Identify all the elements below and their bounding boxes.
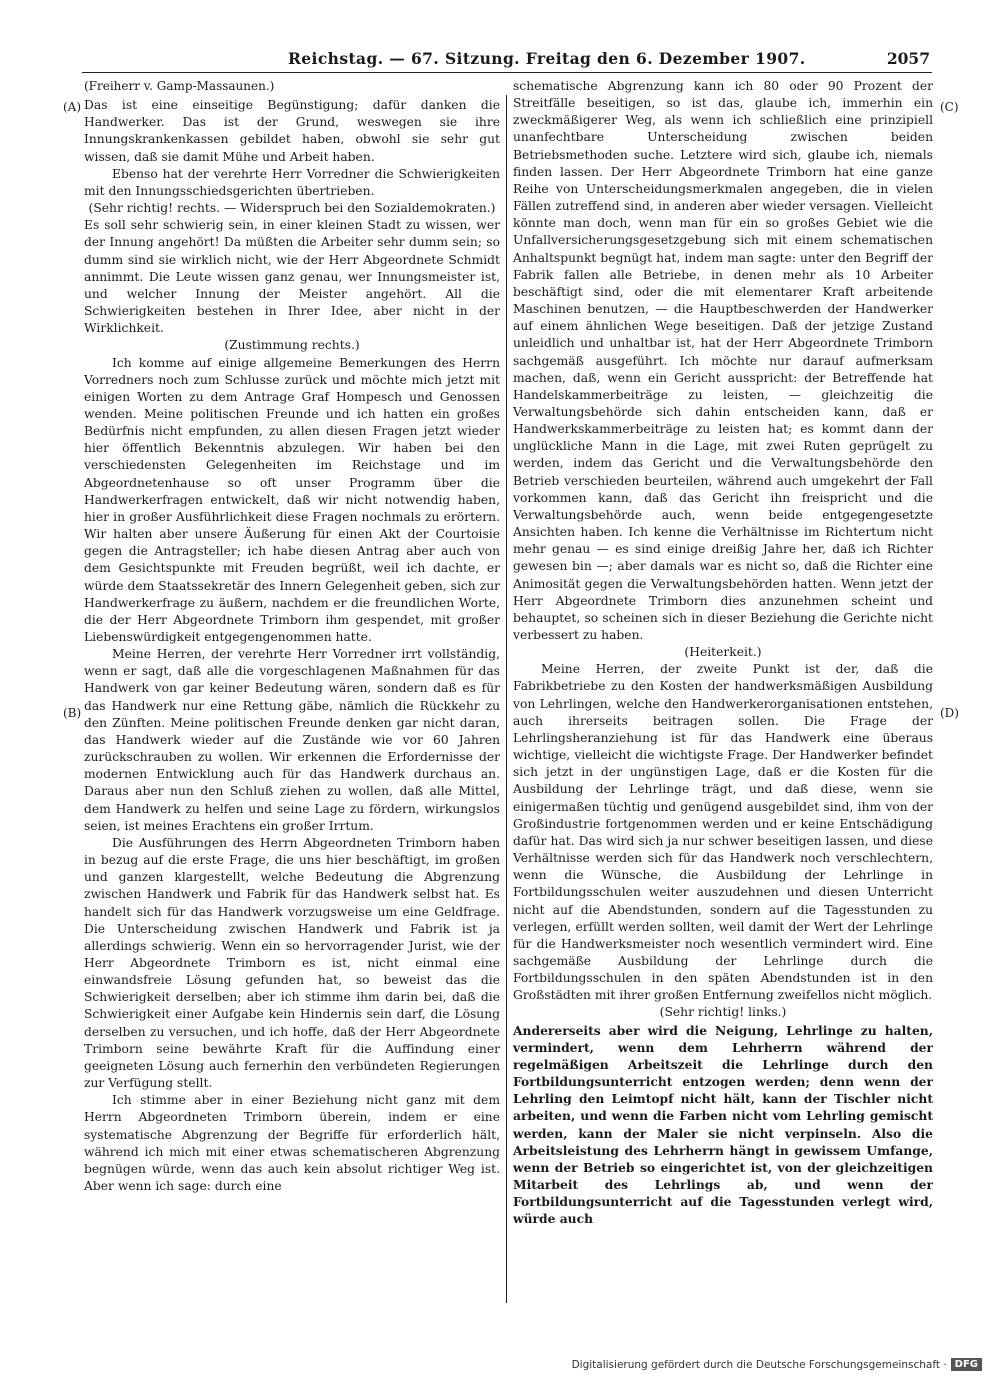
interjection: (Sehr richtig! links.) <box>659 1005 787 1020</box>
digitization-credit <box>572 1358 982 1371</box>
running-head: Reichstag. — 67. Sitzung. Freitag den 6. Dezember 1907. <box>288 49 806 68</box>
paragraph: Ebenso hat der verehrte Herr Vorredner die Schwierigkeiten mit den Innungsschiedsgerichten übertrieben. <box>84 166 500 198</box>
right-column <box>513 78 933 1227</box>
margin-marker-a: (A) <box>63 100 82 114</box>
paragraph: Ich stimme aber in einer Beziehung nicht ganz mit dem Herrn Abgeordneten Trimborn überein, indem er eine systematische Abgrenzung der Begriffe für erforderlich hält, während ich mich mit einer etwas schematischeren Abgrenzung begnügen würde, wenn das auch kein absolut richtiger Weg ist. Aber wenn ich sage: durch eine <box>84 1093 500 1193</box>
interjection: (Sehr richtig! rechts. — Widerspruch bei den Sozialdemokraten.) <box>88 201 496 216</box>
paragraph: Ich komme auf einige allgemeine Bemerkungen des Herrn Vorredners noch zum Schlusse zurück und möchte mich jetzt mit einigen Worten zu dem Antrage Graf Hompesch und Genossen wenden. Meine politischen Freunde und ich hatten ein großes Bedürfnis nicht empfunden, zu allen diesen Fragen jetzt wieder hier öffentlich Bekenntnis abzulegen. Wir haben bei den verschiedensten Gelegenheiten im Reichstage und im Abgeordnetenhause so oft unser Programm über die Handwerkerfragen entwickelt, daß wir nicht notwendig haben, hier in großer Ausführlichkeit diese Fragen nochmals zu erörtern. Wir halten aber unsere Äußerung für einen Akt der Courtoisie gegen die Antragsteller; ich habe diesen Antrag aber auch von dem Gesichtspunkte mit Freuden begrüßt, weil ich dachte, er würde dem Staatssekretär des Innern Gelegenheit geben, sich zur Handwerkerfrage zu äußern, nachdem er die freundlichen Worte, die der Herr Abgeordnete Trimborn ihm gespendet, mit großer Liebenswürdigkeit entgegengenommen hatte. <box>84 355 500 644</box>
interjection: (Heiterkeit.) <box>684 645 762 660</box>
column-rule <box>506 95 507 1303</box>
paragraph: Andererseits aber wird die Neigung, Lehrlinge zu halten, vermindert, wenn dem Lehrherrn während der regelmäßigen Arbeitszeit die Lehrlinge durch den Fortbildungsunterricht entzogen werden; denn wenn der Lehrling den Leimtopf nicht hält, kann der Tischler nicht arbeiten, und wenn die Farben nicht vom Lehrling gemischt werden, kann der Maler sie nicht verpinseln. Also die Arbeitsleistung des Lehrherrn hängt in gewissem Umfange, wenn der Betrieb so eingerichtet ist, von der gleichzeitigen Mitarbeit des Lehrlings ab, und wenn der Fortbildungsunterricht auf die Tagesstunden verlegt wird, würde auch <box>513 1022 933 1227</box>
margin-marker-b: (B) <box>63 706 82 720</box>
paragraph: Es soll sehr schwierig sein, in einer kleinen Stadt zu wissen, wer der Innung angehört! Da müßten die Arbeiter sehr dumm sein; so dumm sind sie wirklich nicht, wie der Herr Abgeordnete Schmidt annimmt. Die Leute wissen ganz genau, wer Innungsmeister ist, und welcher Innung der Meister angehört. All die Schwierigkeiten bestehen in Ihrer Idee, aber nicht in der Wirklichkeit. <box>84 218 500 336</box>
dfg-logo-icon: DFG <box>951 1358 982 1371</box>
paragraph: Meine Herren, der zweite Punkt ist der, daß die Fabrikbetriebe zu den Kosten der handwerksmäßigen Ausbildung von Lehrlingen, welche den Handwerkerorganisationen entstehen, auch ihrerseits beitragen sollen. Die Frage der Lehrlingsheranziehung ist für das Handwerk eine überaus wichtige, vielleicht die wichtigste Frage. Der Handwerker befindet sich jetzt in der ungünstigen Lage, daß er die Kosten für die Ausbildung der Lehrlinge trägt, und daß diese, wenn sie einigermaßen tüchtig und genügend ausgebildet sind, ihm von der Großindustrie fortgenommen werden und er keine Entschädigung dafür hat. Das wird sich ja nur schwer beseitigen lassen, und diese Verhältnisse werden sich für das Handwerk noch verschlechtern, wenn die Wünsche, die Ausbildung der Lehrlinge in Fortbildungsschulen weiter auszudehnen und diesen Unterricht nicht auf die Abendstunden, sondern auf die Tagesstunden zu verlegen, erfüllt werden sollten, weil damit der Wert der Lehrlinge für die Handwerksmeister noch wesentlich vermindert wird. Eine sachgemäße Ausbildung der Lehrlinge durch die Fortbildungsschulen in den späten Abendstunden ist in den Großstädten mit ihrer großen Entfernung zweifellos nicht möglich. <box>513 662 933 1003</box>
interjection: (Zustimmung rechts.) <box>224 338 360 353</box>
paragraph: Die Ausführungen des Herrn Abgeordneten Trimborn haben in bezug auf die erste Frage, die uns hier beschäftigt, im großen und ganzen klargestellt, welche Bedeutung die Abgrenzung zwischen Handwerk und Fabrik für das Handwerk selbst hat. Es handelt sich für das Handwerk vorzugsweise um eine Geldfrage. Die Unterscheidung zwischen Handwerk und Fabrik ist ja allerdings schwierig. Wenn ein so hervorragender Jurist, wie der Herr Abgeordnete Trimborn es ist, nicht einmal eine einwandsfreie Lösung gefunden hat, so beweist das die Schwierigkeit derselben; aber ich stimme ihm darin bei, daß die Schwierigkeit einer Aufgabe kein Hindernis sein darf, die Lösung derselben zu versuchen, und ich hoffe, daß der Herr Abgeordnete Trimborn seine bewährte Kraft für die Auffindung einer geeigneten Lösung auch fernerhin den verbündeten Regierungen zur Verfügung stellt. <box>84 835 500 1091</box>
paragraph: Meine Herren, der verehrte Herr Vorredner irrt vollständig, wenn er sagt, daß alle die vorgeschlagenen Maßnahmen für das Handwerk von gar keiner Bedeutung wären, sondern daß es für das Handwerk nur eine Rettung gäbe, nämlich die Rückkehr zu den Zünften. Meine politischen Freunde denken gar nicht daran, das Handwerk wieder auf die Zustände wie vor 60 Jahren zurückschrauben zu wollen. Wir erkennen die Erfordernisse der modernen Entwicklung auch für das Handwerk durchaus an. Daraus aber nun den Schluß ziehen zu wollen, daß alle Mittel, dem Handwerk zu helfen und seine Lage zu fördern, wirkungslos seien, ist meines Erachtens ein großer Irrtum. <box>84 647 500 833</box>
margin-marker-c: (C) <box>940 100 959 114</box>
speaker-attribution: (Freiherr v. Gamp-Massaunen.) <box>84 79 275 93</box>
paragraph: Das ist eine einseitige Begünstigung; dafür danken die Handwerker. Das ist der Grund, weswegen sie ihre Innungskrankenkassen gebildet haben, obwohl sie sehr gut wissen, daß sie damit Mühe und Arbeit haben. <box>84 98 500 164</box>
margin-marker-d: (D) <box>940 706 959 720</box>
left-column <box>84 78 500 1195</box>
paragraph: schematische Abgrenzung kann ich 80 oder 90 Prozent der Streitfälle beseitigen, so ist das, glaube ich, immerhin ein zweckmäßigerer Weg, als wenn ich schließlich eine prinzipiell unanfechtbare Unterscheidung zwischen beiden Betriebsmethoden suche. Letztere wird sich, glaube ich, niemals finden lassen. Der Herr Abgeordnete Trimborn hat eine ganze Reihe von Unterscheidungsmerkmalen angegeben, die in vielen Fällen zutreffend sind, in anderen aber wieder versagen. Vielleicht könnte man doch, wenn man für ein so großes Gebiet wie die Unfallversicherungsgesetzgebung sich mit einem schematischen Anhaltspunkt begnügt hat, indem man sagte: unter den Begriff der Fabrik fallen alle Betriebe, in denen mehr als 10 Arbeiter beschäftigt sind, oder die mit elementarer Kraft arbeitende Maschinen benutzen, — die Hauptbeschwerden der Handwerker auf einem ähnlichen Wege beseitigen. Daß der jetzige Zustand unleidlich und unhaltbar ist, hat der Herr Abgeordnete Trimborn sachgemäß ausgeführt. Ich möchte nur darauf aufmerksam machen, daß, wenn ein Gericht ausspricht: der Betreffende hat Handelskammerbeiträge zu leisten, — gleichzeitig die Verwaltungsbehörde sich dahin entscheiden kann, daß er Handwerkskammerbeiträge zu leisten hat; es kommt dann der unglückliche Mann in die Lage, mit zwei Ruten geprügelt zu werden, indem das Gericht und die Verwaltungsbehörde den Betrieb verschieden beurteilen, während auch umgekehrt der Fall vorkommen kann, daß das Gericht ihn freispricht und die Verwaltungsbehörde auch, wenn beide entgegengesetzte Ansichten haben. Ich kenne die Verhältnisse im Richtertum nicht mehr genau — es sind einige dreißig Jahre her, daß ich Richter gewesen bin —; aber damals war es nicht so, daß die Richter eine Animosität gegen die Verwaltungsbehörden hatten. Wenn jetzt der Herr Abgeordnete Trimborn dies anzunehmen scheint und behauptet, so scheinen sich in dieser Beziehung die Gerichte nicht verbessert zu haben. <box>513 79 933 642</box>
header-rule <box>82 72 932 73</box>
page-number: 2057 <box>886 49 930 68</box>
credit-text: Digitalisierung gefördert durch die Deutsche Forschungsgemeinschaft · <box>571 1358 947 1371</box>
